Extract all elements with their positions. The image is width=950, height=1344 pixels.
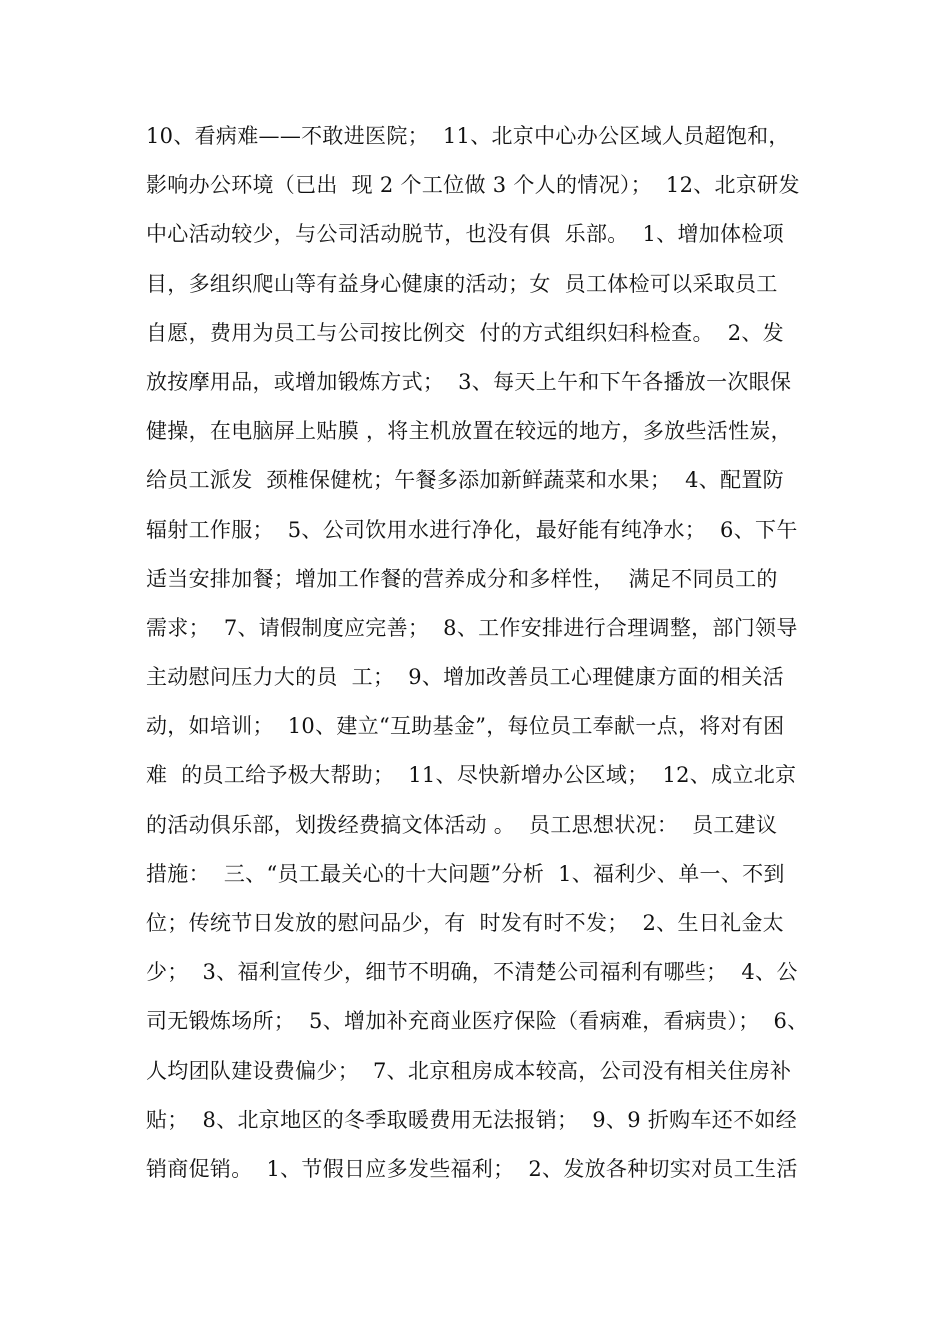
text-line: 少； 3、福利宣传少，细节不明确，不清楚公司福利有哪些； 4、公 (146, 960, 798, 985)
text-line: 贴； 8、北京地区的冬季取暖费用无法报销； 9、9 折购车还不如经 (146, 1107, 797, 1132)
text-line: 10、看病难——不敢进医院； 11、北京中心办公区域人员超饱和， (146, 124, 790, 148)
text-line: 的活动俱乐部，划拨经费搞文体活动 。 员工思想状况： 员工建议 (146, 812, 778, 837)
text-line: 自愿，费用为员工与公司按比例交 付的方式组织妇科检查。 2、发 (146, 320, 784, 345)
body-text (146, 112, 810, 1194)
text-line: 放按摩用品，或增加锻炼方式； 3、每天上午和下午各播放一次眼保 (146, 369, 792, 394)
text-line: 动，如培训； 10、建立“互助基金”，每位员工奉献一点，将对有困 (146, 714, 785, 739)
text-line: 适当安排加餐；增加工作餐的营养成分和多样性， 满足不同员工的 (146, 566, 778, 591)
text-line: 难 的员工给予极大帮助； 11、尽快新增办公区域； 12、成立北京 (146, 763, 797, 788)
text-line: 中心活动较少，与公司活动脱节，也没有俱 乐部。 1、增加体检项 (146, 222, 784, 247)
text-line: 辐射工作服； 5、公司饮用水进行净化，最好能有纯净水； 6、下午 (146, 517, 798, 542)
text-line: 司无锻炼场所； 5、增加补充商业医疗保险（看病难，看病贵）； 6、 (146, 1009, 809, 1034)
text-line: 主动慰问压力大的员 工； 9、增加改善员工心理健康方面的相关活 (146, 665, 784, 690)
text-line: 目，多组织爬山等有益身心健康的活动；女 员工体检可以采取员工 (146, 271, 778, 296)
text-line: 销商促销。 1、节假日应多发些福利； 2、发放各种切实对员工生活 (146, 1156, 798, 1181)
text-line: 给员工派发 颈椎保健枕；午餐多添加新鲜蔬菜和水果； 4、配置防 (146, 468, 784, 493)
text-line: 位；传统节日发放的慰问品少，有 时发有时不发； 2、生日礼金太 (146, 911, 784, 935)
text-line: 人均团队建设费偏少； 7、北京租房成本较高，公司没有相关住房补 (146, 1058, 792, 1083)
text-line: 影响办公环境（已出 现 2 个工位做 3 个人的情况）； 12、北京研发 (146, 173, 800, 198)
text-line: 措施： 三、“员工最关心的十大问题”分析 1、福利少、单一、不到 (146, 861, 785, 886)
text-line: 健操，在电脑屏上贴膜 ，将主机放置在较远的地方，多放些活性炭， (146, 419, 792, 444)
text-line: 需求； 7、请假制度应完善； 8、工作安排进行合理调整，部门领导 (146, 615, 798, 640)
